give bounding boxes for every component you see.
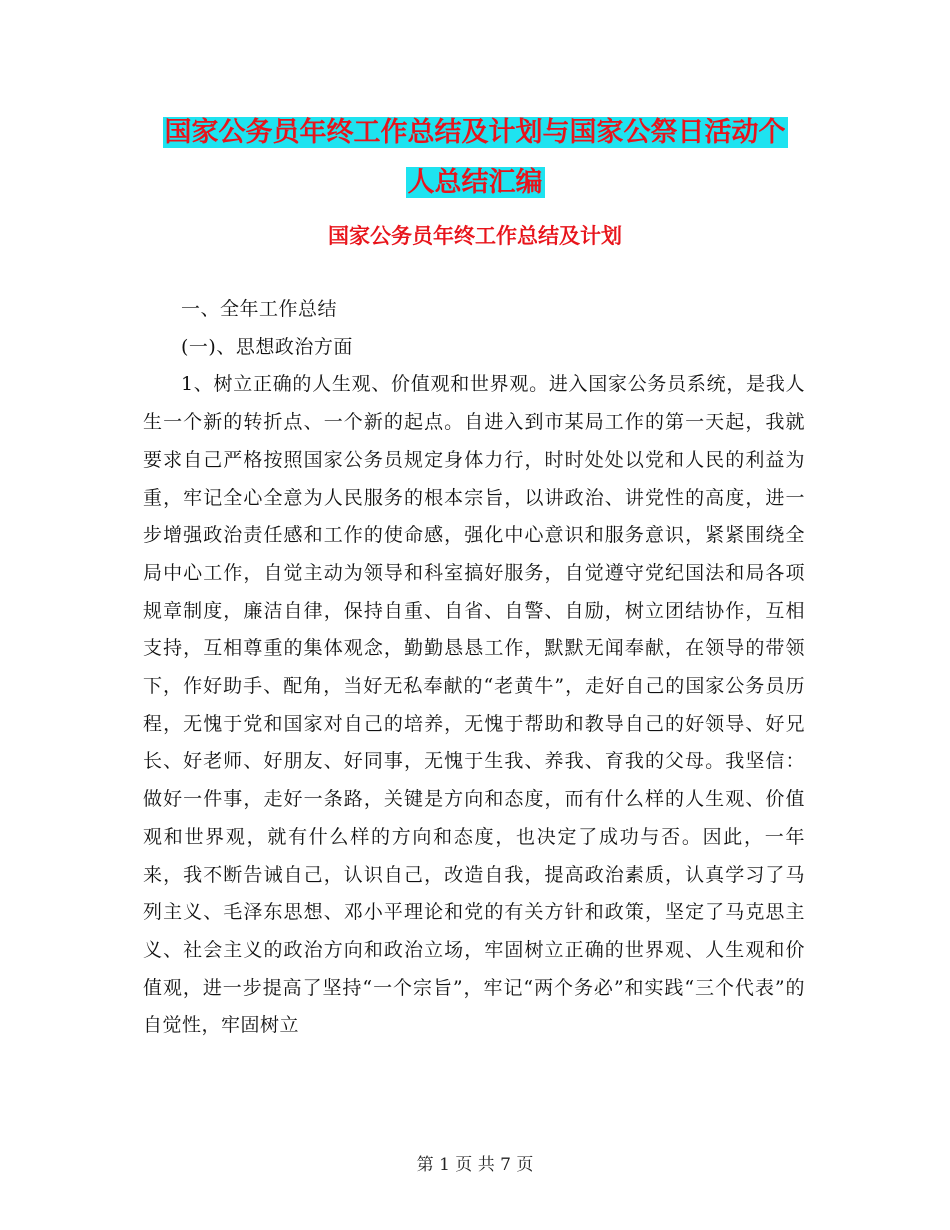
page-number: 第 1 页 共 7 页 bbox=[416, 1155, 534, 1175]
document-title bbox=[0, 108, 950, 208]
title-highlight-2: 人总结汇编 bbox=[407, 167, 543, 198]
section-title: 国家公务员年终工作总结及计划 bbox=[328, 224, 622, 248]
document-title-line-2 bbox=[0, 158, 950, 208]
title-highlight-1: 国家公务员年终工作总结及计划与国家公祭日活动个 bbox=[164, 117, 786, 148]
document-body bbox=[143, 291, 805, 1045]
heading-annual-summary: 一、全年工作总结 bbox=[181, 298, 338, 320]
heading-political-thought: (一)、思想政治方面 bbox=[181, 335, 353, 358]
document-title-line-1 bbox=[0, 108, 950, 158]
body-paragraph: 1、树立正确的人生观、价值观和世界观。进入国家公务员系统，是我人生一个新的转折点、一个新的起点。自进入到市某局工作的第一天起，我就要求自己严格按照国家公务员规定身体力行，时时处处以党和人民的利益为重，牢记全心全意为人民服务的根本宗旨，以讲政治、讲党性的高度，进一步增强政治责任感和工作的使命感，强化中心意识和服务意识，紧紧围绕全局中心工作，自觉主动为领导和科室搞好服务，自觉遵守党纪国法和局各项规章制度，廉洁自律，保持自重、自省、自警、自励，树立团结协作，互相支持，互相尊重的集体观念，勤勤恳恳工作，默默无闻奉献，在领导的带领下，作好助手、配角，当好无私奉献的“老黄牛”，走好自己的国家公务员历程，无愧于党和国家对自己的培养，无愧于帮助和教导自己的好领导、好兄长、好老师、好朋友、好同事，无愧于生我、养我、育我的父母。我坚信：做好一件事，走好一条路，关键是方向和态度，而有什么样的人生观、价值观和世界观，就有什么样的方向和态度，也决定了成功与否。因此，一年来，我不断告诫自己，认识自己，改造自我，提高政治素质，认真学习了马列主义、毛泽东思想、邓小平理论和党的有关方针和政策，坚定了马克思主义、社会主义的政治方向和政治立场，牢固树立正确的世界观、人生观和价值观，进一步提高了坚持“一个宗旨”，牢记“两个务必”和实践“三个代表”的自觉性，牢固树立 bbox=[143, 373, 805, 1037]
